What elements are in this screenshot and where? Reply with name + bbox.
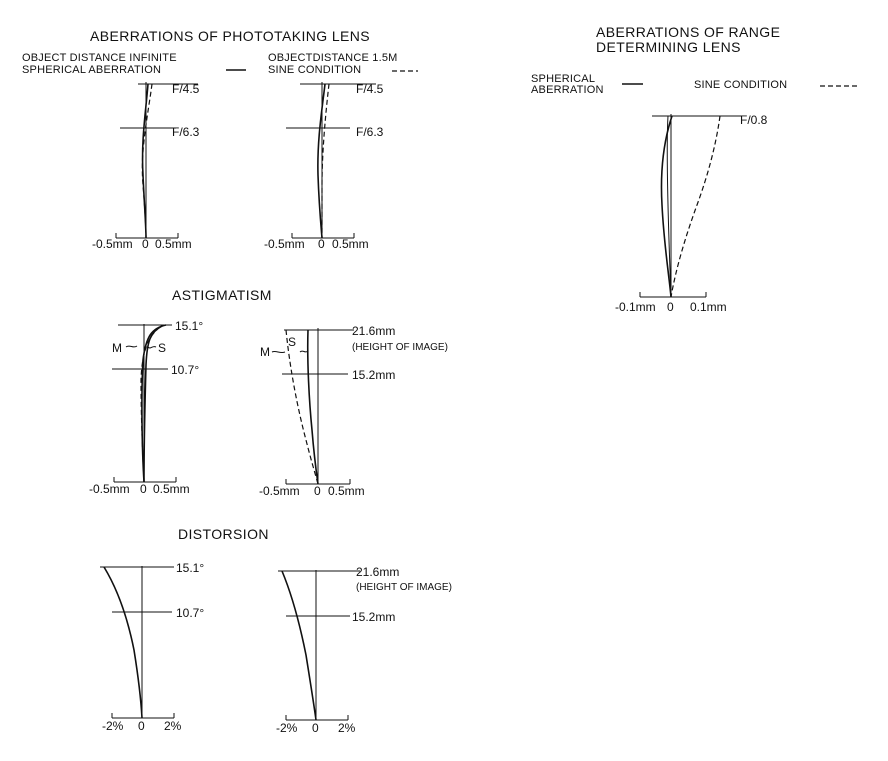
legend-range-spherical-line1: SPHERICAL xyxy=(531,73,596,85)
tick-label-15-1: 15.1° xyxy=(176,561,205,575)
plot-distorsion-degrees xyxy=(100,561,204,733)
plot-spherical-infinite xyxy=(92,82,200,251)
curve-label-s: S xyxy=(158,341,167,355)
tick-label-neg05: -0.5mm xyxy=(89,482,130,496)
tick-label-f63: F/6.3 xyxy=(356,125,384,139)
tick-label-neg05: -0.5mm xyxy=(259,484,300,498)
title-phototaking-lens: ABERRATIONS OF PHOTOTAKING LENS xyxy=(90,28,370,44)
tick-label-neg05: -0.5mm xyxy=(92,237,133,251)
legend-range-spherical-line2: ABERRATION xyxy=(531,84,604,96)
curve-sine xyxy=(142,84,152,238)
tick-label-zero: 0 xyxy=(142,237,149,251)
tick-label-15-1: 15.1° xyxy=(175,319,204,333)
pointer-s xyxy=(300,351,308,352)
tick-label-pos2: 2% xyxy=(338,721,356,735)
legend-spherical-aberration: SPHERICAL ABERRATION xyxy=(22,64,162,76)
tick-label-pos01: 0.1mm xyxy=(690,300,727,314)
tick-label-f45: F/4.5 xyxy=(172,82,200,96)
curve-distorsion xyxy=(104,567,142,718)
curve-astig-s xyxy=(308,330,318,484)
tick-label-f63: F/6.3 xyxy=(172,125,200,139)
tick-label-zero: 0 xyxy=(312,721,319,735)
curve-label-s: S xyxy=(288,335,297,349)
curve-label-m: M xyxy=(260,345,270,359)
tick-label-pos05: 0.5mm xyxy=(153,482,190,496)
tick-label-15-2: 15.2mm xyxy=(352,368,396,382)
tick-label-zero: 0 xyxy=(138,719,145,733)
tick-label-height-of-image: (HEIGHT OF IMAGE) xyxy=(356,582,452,593)
legend-sine-condition: SINE CONDITION xyxy=(268,64,362,76)
plot-spherical-1-5m xyxy=(264,82,384,251)
title-range-line2: DETERMINING LENS xyxy=(596,39,741,55)
curve-distorsion xyxy=(282,571,316,720)
title-distorsion: DISTORSION xyxy=(178,526,269,542)
plot-astigmatism-degrees xyxy=(89,319,203,496)
title-astigmatism: ASTIGMATISM xyxy=(172,287,272,303)
plot-range-determining xyxy=(615,113,768,314)
tick-label-10-7: 10.7° xyxy=(171,363,200,377)
tick-label-height-of-image: (HEIGHT OF IMAGE) xyxy=(352,342,448,353)
plot-distorsion-mm xyxy=(276,565,452,735)
tick-label-zero: 0 xyxy=(314,484,321,498)
tick-label-pos05: 0.5mm xyxy=(328,484,365,498)
legend-object-distance-1-5m: OBJECTDISTANCE 1.5M xyxy=(268,52,398,64)
tick-label-pos05: 0.5mm xyxy=(155,237,192,251)
curve-sine xyxy=(322,84,329,238)
tick-label-zero: 0 xyxy=(318,237,325,251)
pointer-s xyxy=(148,347,156,348)
title-range-line1: ABERRATIONS OF RANGE xyxy=(596,24,781,40)
pointer-m xyxy=(272,351,285,352)
tick-label-21-6: 21.6mm xyxy=(352,324,396,338)
tick-label-neg2: -2% xyxy=(102,719,124,733)
tick-label-21-6: 21.6mm xyxy=(356,565,400,579)
tick-label-neg2: -2% xyxy=(276,721,298,735)
curve-astig-m xyxy=(286,330,318,484)
pointer-m xyxy=(126,346,137,347)
tick-label-10-7: 10.7° xyxy=(176,606,205,620)
curve-label-m: M xyxy=(112,341,122,355)
legend-range-sine-condition: SINE CONDITION xyxy=(694,79,788,91)
legend-object-distance-infinite: OBJECT DISTANCE INFINITE xyxy=(22,52,177,64)
tick-label-pos05: 0.5mm xyxy=(332,237,369,251)
tick-label-zero: 0 xyxy=(667,300,674,314)
tick-label-neg01: -0.1mm xyxy=(615,300,656,314)
tick-label-f45: F/4.5 xyxy=(356,82,384,96)
tick-label-f08: F/0.8 xyxy=(740,113,768,127)
tick-label-15-2: 15.2mm xyxy=(352,610,396,624)
plot-astigmatism-mm xyxy=(259,324,448,498)
tick-label-zero: 0 xyxy=(140,482,147,496)
tick-label-pos2: 2% xyxy=(164,719,182,733)
curve-sine xyxy=(671,116,720,297)
tick-label-neg05: -0.5mm xyxy=(264,237,305,251)
